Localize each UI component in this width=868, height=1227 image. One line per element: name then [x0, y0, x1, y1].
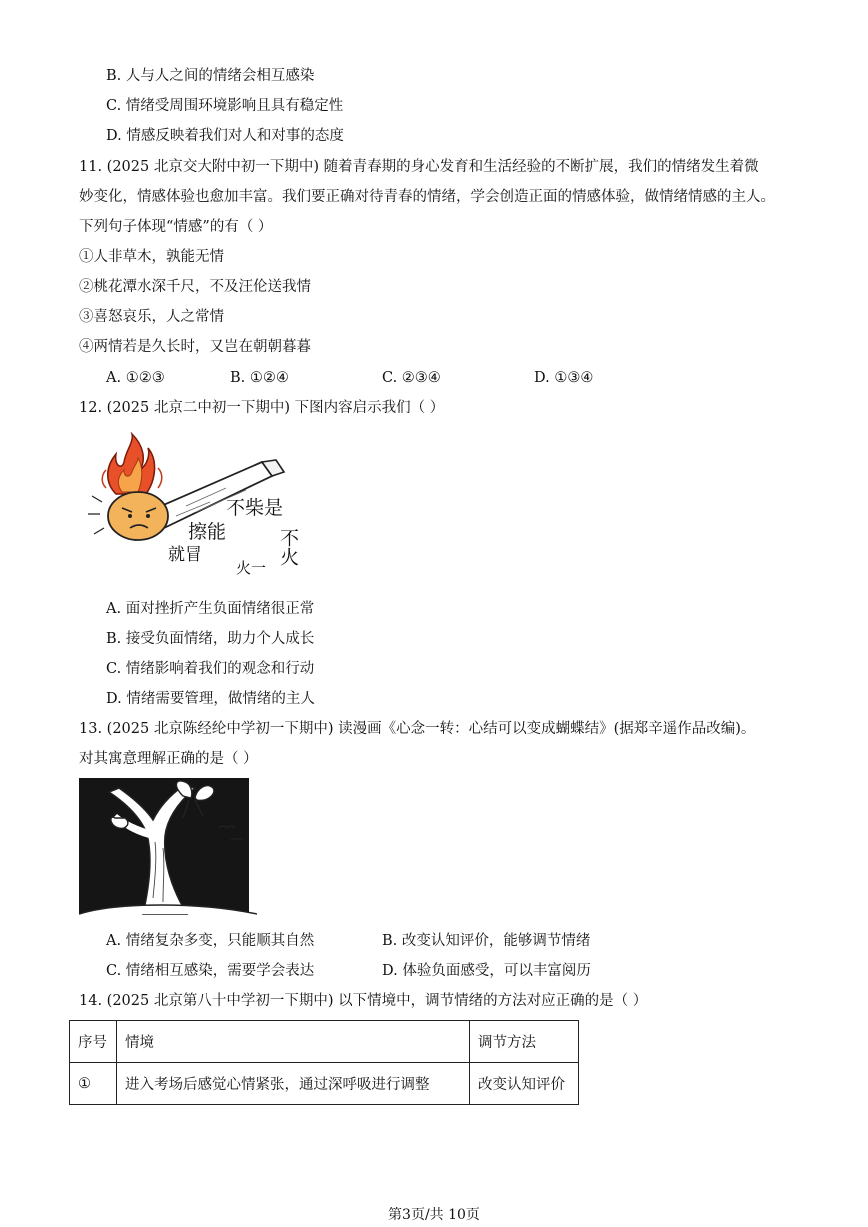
q13-stem-line1: 13. (2025 北京陈经纶中学初一下期中) 读漫画《心念一转：心结可以变成蝴蝶结》(据郑辛遥作品改编)。: [79, 721, 756, 737]
q12-option-a: A. 面对挫折产生负面情绪很正常: [106, 601, 315, 617]
table-row: [70, 1063, 579, 1105]
table-header-index: 序号: [70, 1021, 117, 1063]
cartoon-text-col2: 不柴是: [226, 497, 284, 519]
q12-option-d: D. 情绪需要管理，做情绪的主人: [106, 691, 315, 707]
q11-item-2: ②桃花潭水深千尺，不及汪伦送我情: [79, 279, 311, 295]
q11-option-a: A. ①②③: [106, 370, 165, 386]
cartoon-text-col4: 就冒: [168, 545, 202, 565]
q11-stem-line1: 11. (2025 北京交大附中初一下期中) 随着青春期的身心发育和生活经验的不断扩展，我们的情绪发生着微: [79, 159, 759, 175]
q13-option-d: D. 体验负面感受，可以丰富阅历: [382, 963, 591, 979]
table-cell-index: ①: [70, 1063, 117, 1105]
q12-stem: 12. (2025 北京二中初一下期中) 下图内容启示我们（ ）: [79, 400, 445, 416]
q11-option-c: C. ②③④: [382, 370, 441, 386]
match-head-face: [88, 492, 168, 540]
q14-table: [69, 1020, 579, 1105]
page-number-footer: 第3页/共 10页: [388, 1207, 480, 1223]
cartoon-text-col3: 擦能: [188, 521, 227, 543]
flame-icon: [102, 434, 162, 494]
q11-option-d: D. ①③④: [534, 370, 594, 386]
cartoon-text-col1: 不火: [277, 528, 299, 566]
q11-stem-line3: 下列句子体现“情感”的有（ ）: [79, 219, 273, 235]
cartoon-text-col5: 火一: [236, 559, 267, 577]
q12-option-b: B. 接受负面情绪，助力个人成长: [106, 631, 315, 647]
q11-item-4: ④两情若是久长时，又岂在朝朝暮暮: [79, 339, 311, 355]
q10-option-b: B. 人与人之间的情绪会相互感染: [106, 68, 315, 84]
q12-option-c: C. 情绪影响着我们的观念和行动: [106, 661, 315, 677]
q14-stem: 14. (2025 北京第八十中学初一下期中) 以下情境中，调节情绪的方法对应正确的是（ ）: [79, 993, 648, 1009]
q13-option-a: A. 情绪复杂多变，只能顺其自然: [106, 933, 315, 949]
table-header-situation: 情境: [117, 1021, 470, 1063]
q11-option-b: B. ①②④: [230, 370, 289, 386]
q13-stem-line2: 对其寓意理解正确的是（ ）: [79, 751, 258, 767]
q11-item-1: ①人非草木，孰能无情: [79, 249, 224, 265]
q10-option-c: C. 情绪受周围环境影响且具有稳定性: [106, 98, 344, 114]
q11-item-3: ③喜怒哀乐，人之常情: [79, 309, 224, 325]
table-header-method: 调节方法: [470, 1021, 579, 1063]
q13-option-b: B. 改变认知评价，能够调节情绪: [382, 933, 591, 949]
table-header-row: [70, 1021, 579, 1063]
table-cell-situation: 进入考场后感觉心情紧张，通过深呼吸进行调整: [117, 1063, 470, 1105]
q11-stem-line2: 妙变化，情感体验也愈加丰富。我们要正确对待青春的情绪，学会创造正面的情感体验，做情绪情感的主人。: [79, 189, 775, 205]
tree-bow-cartoon-illustration: [79, 778, 257, 924]
q13-option-c: C. 情绪相互感染，需要学会表达: [106, 963, 315, 979]
q10-option-d: D. 情感反映着我们对人和对事的态度: [106, 128, 344, 144]
table-cell-method: 改变认知评价: [470, 1063, 579, 1105]
